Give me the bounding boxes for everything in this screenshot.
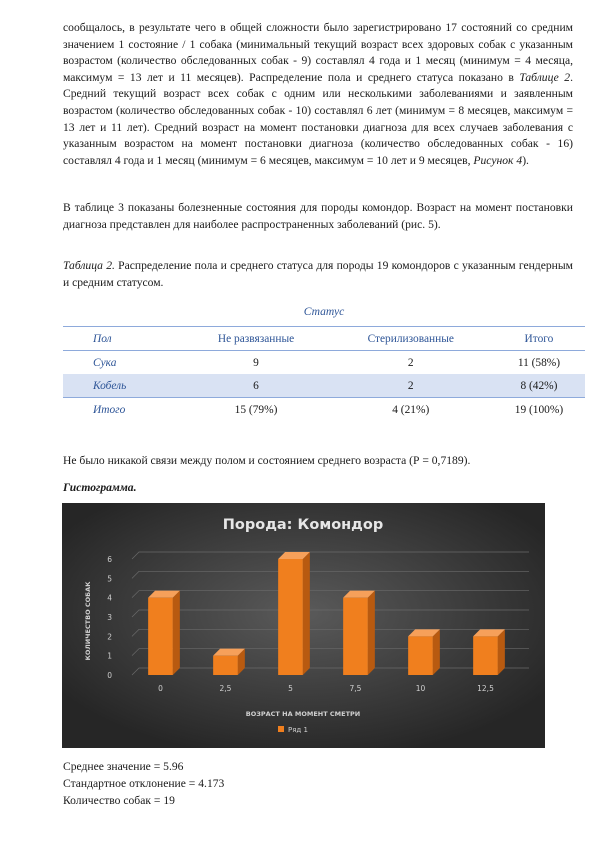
bar-front [278,559,303,675]
table-cell: 19 (100%) [493,398,585,422]
bar [278,552,310,675]
table-row [63,351,585,375]
y-tick-label: 4 [107,593,112,603]
paragraph1-text: сообщалось, в результате чего в общей сложности было зарегистрировано 17 состояний со средним значением 1 состояние / 1 собака (минимальный текущий возраст всех здоровых собак с указанным возрастом (количество обследованных собак - 9) составлял 4 года и 1 месяц (минимум = 4 месяца, максимум = 13 лет и 11 месяцев). Распределение пола и среднего статуса показано в [63,21,573,84]
status-column-group-header: Статус [303,305,345,318]
y-tick-label: 0 [107,671,112,680]
bar-side [498,629,505,675]
bar-side [368,591,375,675]
row-label: Кобель [63,374,183,398]
header-sex: Пол [63,327,183,351]
bar-side [303,552,310,675]
figure4-reference: Рисунок 4 [473,153,523,167]
stat-std-dev: Стандартное отклонение = 4.173 [63,777,225,790]
histogram-chart [62,503,545,748]
table-cell: 11 (58%) [517,356,561,369]
bar [473,629,505,675]
table-cell: 4 (21%) [329,398,493,422]
bar [148,591,180,675]
bar-front [148,598,173,675]
table-cell: 15 (79%) [183,398,328,422]
bar-front [473,636,498,675]
chart-svg [62,503,545,748]
bar-side [433,629,440,675]
bar [343,591,375,675]
paragraph1-end: ). [522,153,529,167]
table-cell: 6 [183,374,328,398]
header-neutered: Стерилизованные [329,327,493,351]
header-total: Итого [493,327,585,351]
bar [408,629,440,675]
table-cell: 2 [329,374,493,398]
row-label: Сука [93,356,117,369]
header-intact: Не развязанные [183,327,328,351]
y-tick-label: 5 [107,574,112,584]
table-cell: 9 [253,356,259,369]
x-tick-label: 2,5 [219,684,232,693]
paragraph-table3-intro [63,200,573,233]
x-tick-label: 10 [415,684,426,693]
chart-title: Порода: Комондор [222,517,384,533]
table-cell: 2 [407,356,414,369]
stat-dog-count: Количество собак = 19 [63,794,175,807]
x-tick-label: 12,5 [477,684,494,693]
legend-label: Ряд 1 [288,726,308,734]
bar [213,649,245,675]
table-cell: 8 (42%) [493,374,585,398]
sex-status-table [63,326,585,421]
paragraph1-continuation: . Средний текущий возраст всех собак с одним или несколькими заболеваниями и заявленным возрастом (количество обследованных собак - 10) составлял 6 лет (минимум = 8 месяцев, максимум = 13 лет и 11 лет). Средний возраст на момент постановки диагноза для всех случаев заболевания с указанным возрастом на момент постановки диагноза (количество обследованных собак - 16) составлял 4 года и 1 месяц (минимум = 6 месяцев, максимум = 10 лет и 9 месяцев, [63,70,573,167]
stat-mean: Среднее значение = 5.96 [63,760,184,773]
bar-front [343,598,368,675]
table-caption [63,258,573,291]
x-tick-label: 0 [158,684,163,693]
histogram-label: Гистограмма. [63,481,137,494]
y-tick-label: 2 [107,632,112,642]
x-tick-label: 7,5 [349,684,362,693]
no-association-statement: Не было никакой связи между полом и состоянием среднего возраста (Р = 0,7189). [63,454,471,467]
y-axis-label: КОЛИЧЕСТВО СОБАК [84,581,92,661]
caption-text: Распределение пола и среднего статуса для породы 19 комондоров с указанным гендерным и средним статусом. [63,259,573,289]
caption-label: Таблица 2. [63,259,115,272]
x-axis-label: ВОЗРАСТ НА МОМЕНТ СМЕТРИ [245,710,361,718]
legend-swatch [278,726,284,732]
paragraph2-text: В таблице 3 показаны болезненные состояния для породы комондор. Возраст на момент постановки диагноза представлен для наиболее распространенных заболеваний (рис. 5). [63,201,573,231]
y-tick-label: 3 [107,613,112,622]
bar-side [173,591,180,675]
table2-reference: Таблице 2 [519,70,571,84]
y-tick-label: 6 [107,555,112,564]
x-tick-label: 5 [288,684,293,693]
table-row-total [63,398,585,422]
row-label: Итого [63,398,183,422]
y-tick-label: 1 [107,651,112,661]
table-header-row [63,327,585,351]
paragraph-diagnosis-ages [63,20,573,169]
bar-front [408,636,433,675]
table-row [63,374,585,398]
bar-front [213,656,238,675]
